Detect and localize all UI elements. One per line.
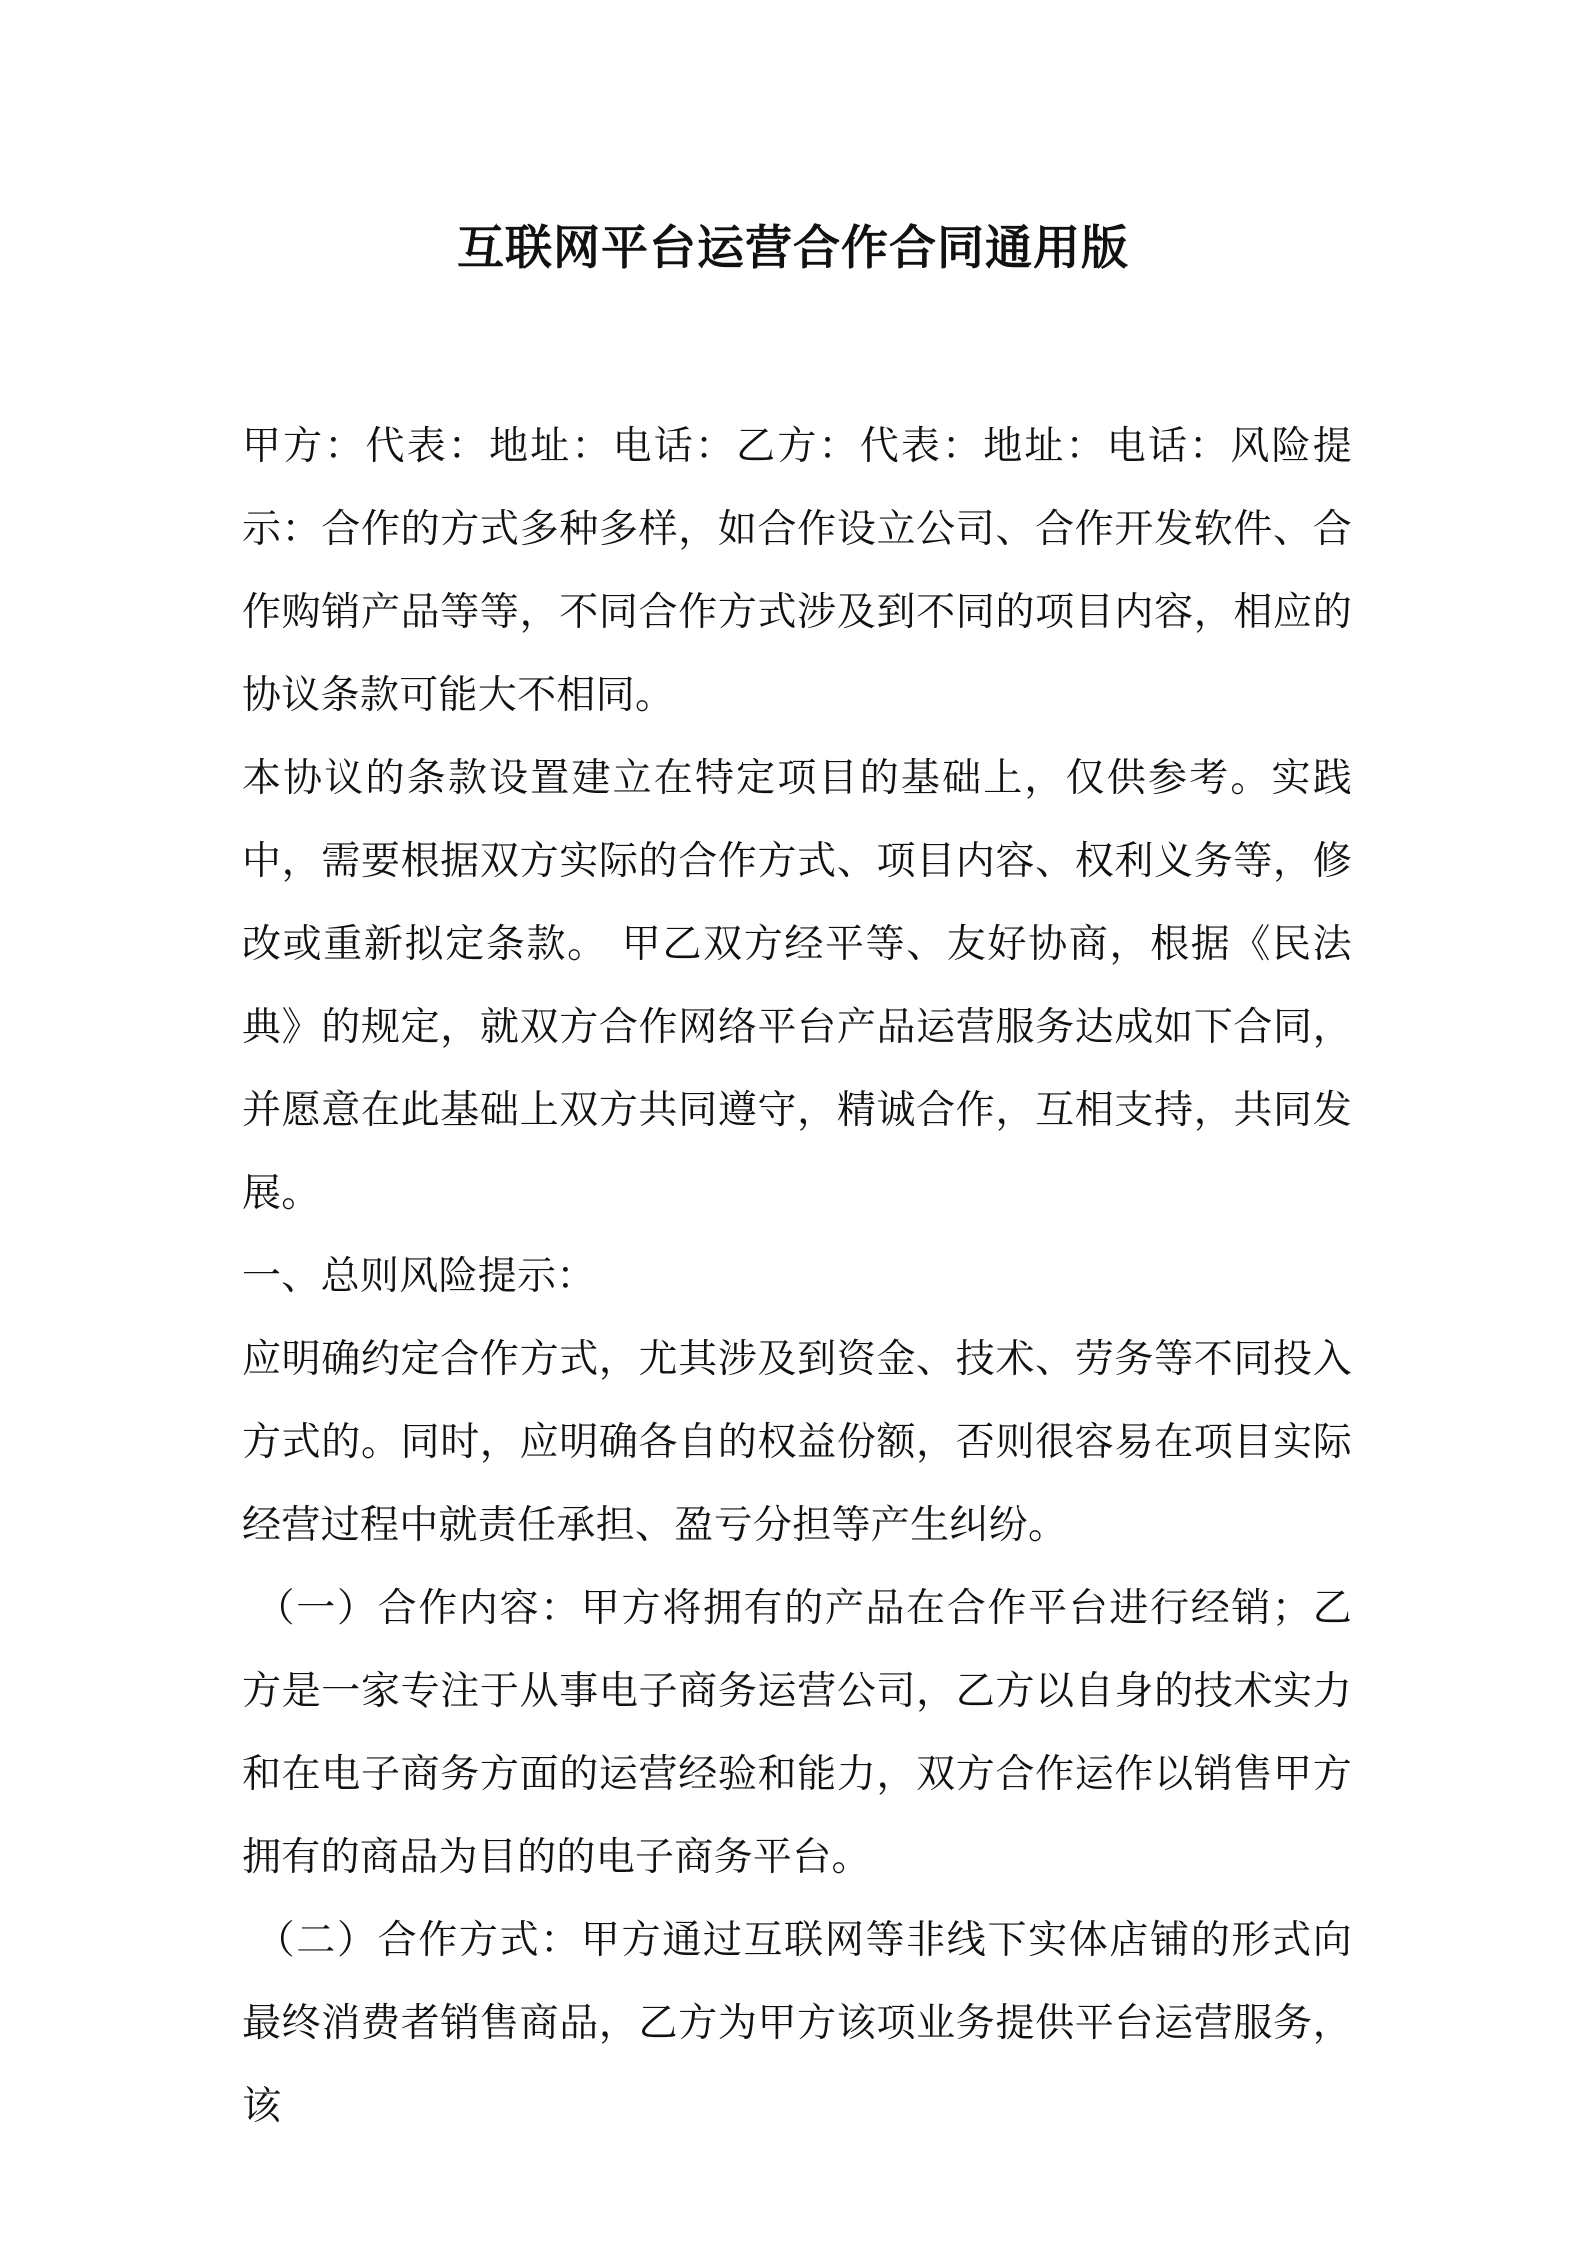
document-body (242, 405, 1352, 2148)
document-title: 互联网平台运营合作合同通用版 (457, 221, 1129, 276)
paragraph-cooperation-mode-notice: 应明确约定合作方式，尤其涉及到资金、技术、劳务等不同投入方式的。同时，应明确各自的权益份额，否则很容易在项目实际经营过程中就责任承担、盈亏分担等产生纠纷。 (242, 1337, 1352, 1548)
section-heading-general-rules: 一、总则风险提示： (242, 1254, 596, 1299)
paragraph-cooperation-method: （二）合作方式：甲方通过互联网等非线下实体店铺的形式向最终消费者销售商品，乙方为甲方该项业务提供平台运营服务，该 (242, 1918, 1352, 2129)
paragraph-cooperation-content: （一）合作内容：甲方将拥有的产品在合作平台进行经销；乙方是一家专注于从事电子商务运营公司，乙方以自身的技术实力和在电子商务方面的运营经验和能力，双方合作运作以销售甲方拥有的商品为目的的电子商务平台。 (242, 1586, 1352, 1880)
paragraph-parties-risk-notice: 甲方：代表：地址：电话：乙方：代表：地址：电话：风险提示：合作的方式多种多样，如合作设立公司、合作开发软件、合作购销产品等等，不同合作方式涉及到不同的项目内容，相应的协议条款可能大不相同。 (242, 424, 1352, 718)
paragraph-agreement-basis: 本协议的条款设置建立在特定项目的基础上，仅供参考。实践中，需要根据双方实际的合作方式、项目内容、权利义务等，修改或重新拟定条款。 甲乙双方经平等、友好协商，根据《民法典》的规定，就双方合作网络平台产品运营服务达成如下合同，并愿意在此基础上双方共同遵守，精诚合作，互相支持，共同发展。 (242, 756, 1352, 1216)
